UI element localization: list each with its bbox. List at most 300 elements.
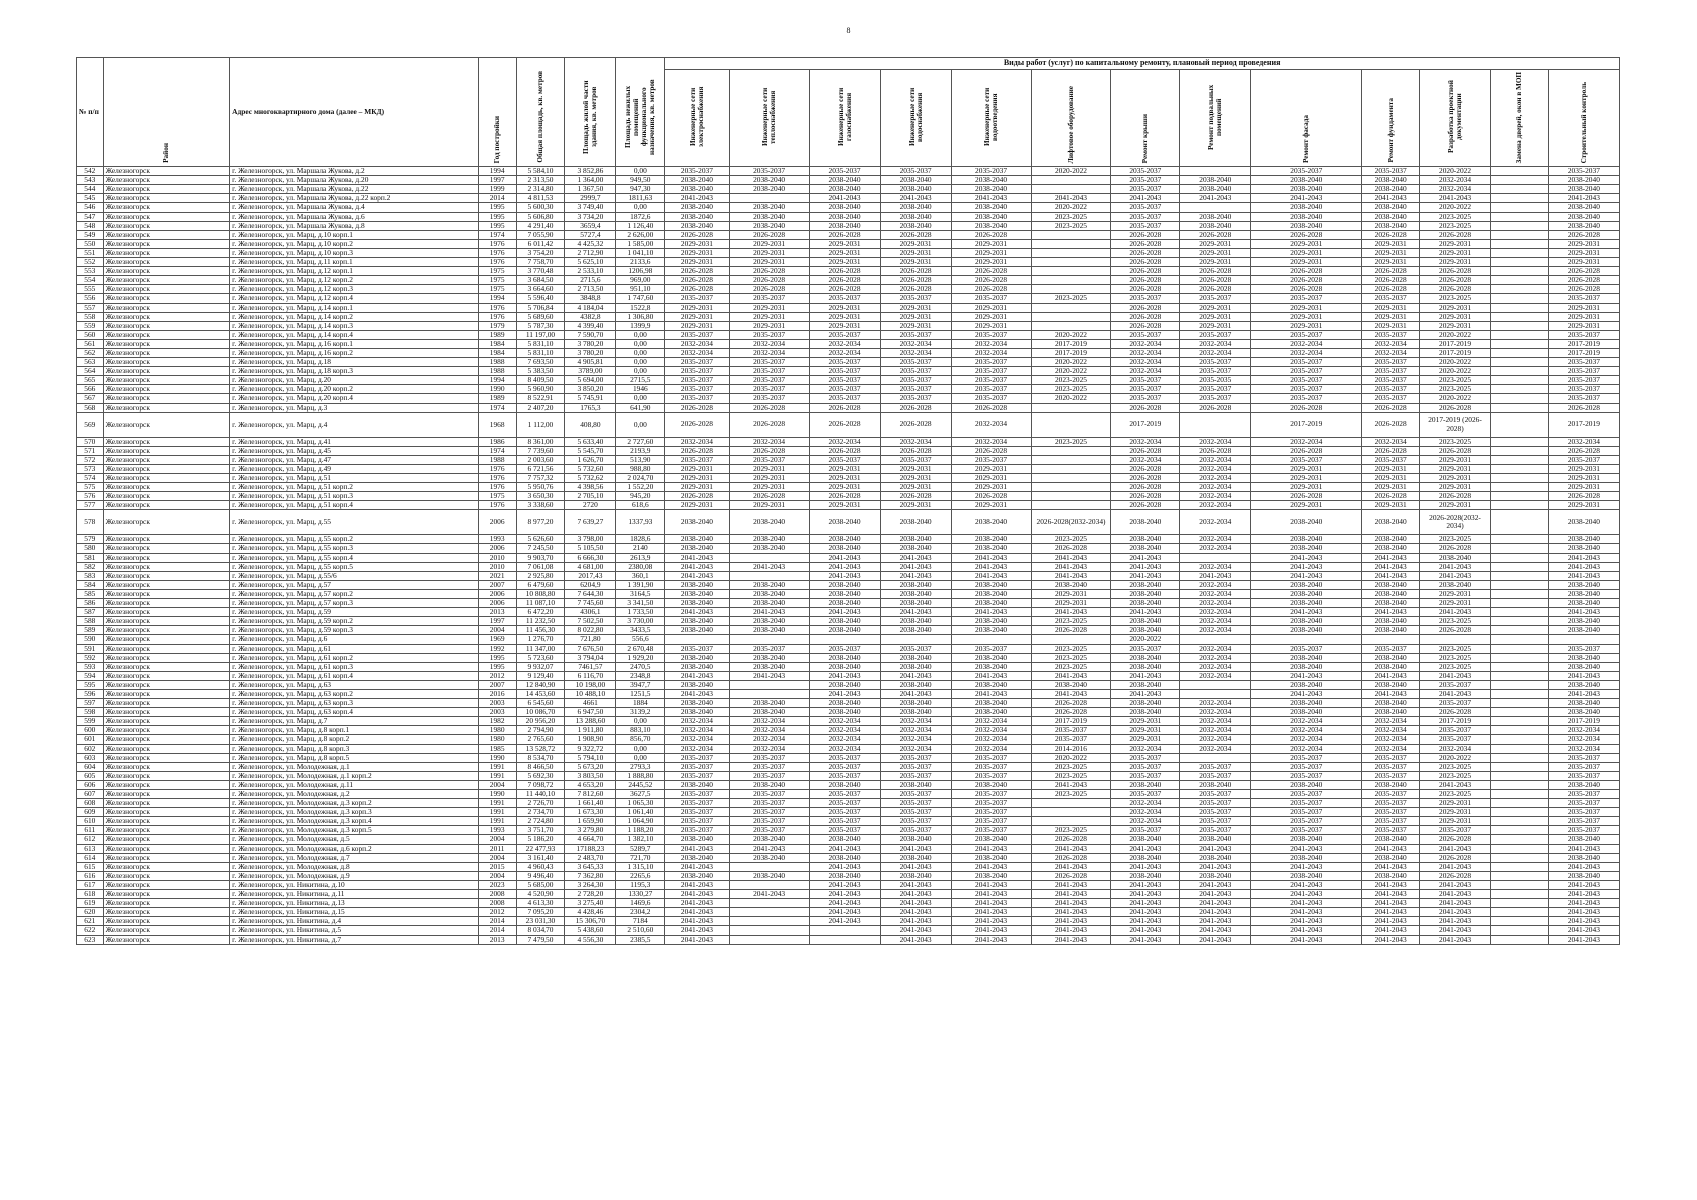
table-cell: 2032-2034 — [1180, 492, 1251, 501]
table-cell: 2041-2043 — [1180, 917, 1251, 926]
table-cell: 2 712,90 — [565, 248, 616, 257]
table-cell: г. Железногорск, ул. Марц, д.12 корп.2 — [230, 276, 479, 285]
table-row — [77, 908, 1620, 917]
table-cell: 2038-2040 — [951, 544, 1031, 553]
table-cell: 2035-2037 — [665, 294, 729, 303]
table-cell: г. Железногорск, ул. Марц, д.63 корп.4 — [230, 708, 479, 717]
table-cell: 2026-2028 — [1362, 267, 1420, 276]
table-cell: 2035-2037 — [1111, 826, 1180, 835]
table-cell: 2020-2022 — [1420, 753, 1491, 762]
table-cell: 2041-2043 — [880, 608, 951, 617]
table-cell: 2023-2025 — [1031, 662, 1111, 671]
table-cell: 2026-2028 — [1251, 276, 1362, 285]
table-cell: 2035-2037 — [1251, 167, 1362, 176]
table-cell: 2035-2037 — [1111, 771, 1180, 780]
table-cell: 622 — [77, 926, 104, 935]
table-cell: 2035-2037 — [809, 799, 880, 808]
table-cell: 2026-2028 — [1362, 412, 1420, 437]
table-cell: Железногорск — [103, 799, 230, 808]
table-cell: 5 950,76 — [516, 483, 565, 492]
table-cell: 2029-2031 — [1111, 735, 1180, 744]
table-cell: 2032-2034 — [809, 339, 880, 348]
table-cell: 2041-2043 — [1031, 917, 1111, 926]
table-cell: 2035-2037 — [951, 367, 1031, 376]
table-cell: 2026-2028 — [1111, 267, 1180, 276]
table-cell: 2038-2040 — [729, 589, 809, 598]
table-cell: 2041-2043 — [1251, 562, 1362, 571]
table-cell: 2035-2037 — [729, 644, 809, 653]
table-cell: 2038-2040 — [809, 680, 880, 689]
table-cell: 3 794,04 — [565, 653, 616, 662]
table-cell — [1491, 276, 1549, 285]
table-cell: 9 322,72 — [565, 744, 616, 753]
table-cell: 2035-2037 — [1362, 790, 1420, 799]
table-cell: 1 188,20 — [616, 826, 665, 835]
table-cell: 1976 — [478, 464, 516, 473]
table-cell: 2041-2043 — [665, 553, 729, 562]
table-cell: 4 905,81 — [565, 358, 616, 367]
table-cell: Железногорск — [103, 258, 230, 267]
table-cell: 2035-2037 — [1548, 376, 1619, 385]
table-cell: 2038-2040 — [1251, 221, 1362, 230]
table-row — [77, 571, 1620, 580]
table-cell: 2035-2037 — [951, 358, 1031, 367]
table-cell: 3 749,40 — [565, 203, 616, 212]
table-cell: 2013 — [478, 608, 516, 617]
table-cell: 2038-2040 — [1548, 203, 1619, 212]
table-cell: 1 126,40 — [616, 221, 665, 230]
table-cell — [1491, 312, 1549, 321]
table-cell: 2026-2028 — [951, 276, 1031, 285]
table-cell: г. Железногорск, ул. Марц, д.8 корп.5 — [230, 753, 479, 762]
col-area-nonres: Площадь нежилых помещений функционального назначения, кв. метров — [616, 58, 665, 167]
table-cell: 2035-2037 — [665, 771, 729, 780]
table-cell: 2038-2040 — [809, 626, 880, 635]
table-cell: 2041-2043 — [1362, 194, 1420, 203]
table-cell: 2038-2040 — [951, 221, 1031, 230]
table-cell: 2035-2037 — [1251, 762, 1362, 771]
table-cell: 3 780,20 — [565, 339, 616, 348]
table-cell: 2035-2037 — [1111, 294, 1180, 303]
table-cell: 2035-2037 — [1111, 394, 1180, 403]
table-cell: 1975 — [478, 492, 516, 501]
table-cell: 7 693,50 — [516, 358, 565, 367]
table-cell: 2038-2040 — [665, 699, 729, 708]
table-cell: 5 831,10 — [516, 348, 565, 357]
table-cell: 2029-2031 — [1548, 258, 1619, 267]
table-cell: 2041-2043 — [1111, 844, 1180, 853]
table-cell: 2026-2028 — [1362, 403, 1420, 412]
table-cell: 2038-2040 — [1111, 535, 1180, 544]
table-cell: 2041-2043 — [665, 880, 729, 889]
table-cell: 2348,8 — [616, 671, 665, 680]
table-row — [77, 744, 1620, 753]
table-cell: 2032-2034 — [1111, 799, 1180, 808]
table-cell: 2038-2040 — [809, 708, 880, 717]
table-cell: 2026-2028 — [665, 276, 729, 285]
table-cell: 2038-2040 — [809, 871, 880, 880]
table-cell: 2041-2043 — [1111, 562, 1180, 571]
table-cell: 2035-2037 — [729, 817, 809, 826]
table-cell: 10 488,10 — [565, 689, 616, 698]
table-cell: 2035-2037 — [1111, 221, 1180, 230]
table-cell: 1765,3 — [565, 403, 616, 412]
table-cell: 2038-2040 — [951, 176, 1031, 185]
table-cell: 2380,08 — [616, 562, 665, 571]
table-cell: 7 098,72 — [516, 780, 565, 789]
table-cell: 2026-2028 — [1362, 446, 1420, 455]
table-cell: 4 184,04 — [565, 303, 616, 312]
table-cell: 2035-2037 — [809, 826, 880, 835]
table-cell: 3 264,30 — [565, 880, 616, 889]
table-cell: 2026-2028 — [1111, 501, 1180, 510]
table-cell: 2023-2025 — [1420, 385, 1491, 394]
table-cell — [1491, 285, 1549, 294]
table-cell: 2032-2034 — [729, 717, 809, 726]
table-cell — [1491, 753, 1549, 762]
table-cell: 7 061,08 — [516, 562, 565, 571]
table-cell: 2035-2037 — [1251, 358, 1362, 367]
table-cell: 2035-2037 — [880, 330, 951, 339]
table-cell: 2038-2040 — [1548, 510, 1619, 535]
table-cell: 2035-2037 — [951, 808, 1031, 817]
table-cell: 2026-2028 — [1420, 544, 1491, 553]
table-cell — [1031, 285, 1111, 294]
table-cell: 2038-2040 — [729, 835, 809, 844]
table-cell: г. Железногорск, ул. Марц, д.59 корп.3 — [230, 626, 479, 635]
table-cell: 2035-2037 — [1362, 358, 1420, 367]
table-cell: 555 — [77, 285, 104, 294]
table-cell: 2038-2040 — [1362, 185, 1420, 194]
table-cell: 2035-2037 — [951, 294, 1031, 303]
table-cell — [1491, 203, 1549, 212]
table-cell: 1976 — [478, 258, 516, 267]
table-cell: 12 840,90 — [516, 680, 565, 689]
table-cell: 581 — [77, 553, 104, 562]
table-cell: г. Железногорск, ул. Марц, д.14 корп.3 — [230, 321, 479, 330]
table-row — [77, 926, 1620, 935]
table-cell: 2026-2028 — [1548, 267, 1619, 276]
table-cell: 561 — [77, 339, 104, 348]
table-cell: г. Железногорск, ул. Марц, д.55 корп.3 — [230, 544, 479, 553]
table-cell: 2035-2037 — [1362, 826, 1420, 835]
table-cell: 2026-2028(2032-2034) — [1420, 510, 1491, 535]
table-cell: 2035-2037 — [665, 644, 729, 653]
table-cell: 1 315,10 — [616, 862, 665, 871]
table-cell: 2026-2028 — [880, 285, 951, 294]
table-cell: 2035-2037 — [809, 753, 880, 762]
table-cell: 2041-2043 — [1548, 194, 1619, 203]
table-cell: 2035-2037 — [665, 817, 729, 826]
table-cell: Железногорск — [103, 167, 230, 176]
table-cell: 2029-2031 — [951, 321, 1031, 330]
table-cell: 2038-2040 — [880, 626, 951, 635]
table-cell: 2035-2037 — [1180, 762, 1251, 771]
table-cell: 1976 — [478, 239, 516, 248]
table-cell: 2029-2031 — [729, 501, 809, 510]
table-cell: 2041-2043 — [1362, 917, 1420, 926]
table-cell: 2029-2031 — [729, 483, 809, 492]
table-cell: 2032-2034 — [1251, 339, 1362, 348]
table-cell: 7 639,27 — [565, 510, 616, 535]
table-cell: 4 653,20 — [565, 780, 616, 789]
table-cell: 2035-2037 — [1420, 699, 1491, 708]
table-cell: 2038-2040 — [1180, 221, 1251, 230]
table-cell: 2026-2028 — [1111, 239, 1180, 248]
table-cell: 2029-2031 — [1111, 726, 1180, 735]
table-cell: 11 440,10 — [516, 790, 565, 799]
table-cell: 5 689,60 — [516, 312, 565, 321]
table-cell: 2023-2025 — [1031, 762, 1111, 771]
table-cell: 2016 — [478, 689, 516, 698]
table-cell — [1491, 626, 1549, 635]
table-cell: 2041-2043 — [665, 899, 729, 908]
table-cell: 3 770,48 — [516, 267, 565, 276]
table-cell: 4 398,56 — [565, 483, 616, 492]
table-cell: 2035-2037 — [1548, 394, 1619, 403]
table-cell: 2035-2037 — [665, 394, 729, 403]
table-cell — [1491, 653, 1549, 662]
table-cell: 1 659,90 — [565, 817, 616, 826]
table-cell: 2038-2040 — [1362, 535, 1420, 544]
table-cell: г. Железногорск, ул. Молодежная, д.7 — [230, 853, 479, 862]
table-cell — [1491, 267, 1549, 276]
table-cell: 2038-2040 — [1111, 662, 1180, 671]
table-cell: 2038-2040 — [729, 599, 809, 608]
table-cell: 2038-2040 — [665, 599, 729, 608]
table-cell — [729, 553, 809, 562]
col-work-10: Разработка проектной документации — [1420, 70, 1491, 167]
table-cell: 3947,7 — [616, 680, 665, 689]
table-cell: 2029-2031 — [665, 303, 729, 312]
table-cell: г. Железногорск, ул. Марц, д.12 корп.4 — [230, 294, 479, 303]
table-cell: 2041-2043 — [1420, 671, 1491, 680]
table-cell: г. Железногорск, ул. Маршала Жукова, д.6 — [230, 212, 479, 221]
table-cell: 2020-2022 — [1420, 330, 1491, 339]
table-cell: 2038-2040 — [665, 871, 729, 880]
table-cell: 1988 — [478, 358, 516, 367]
table-cell: 4661 — [565, 699, 616, 708]
table-cell: 2032-2034 — [1180, 348, 1251, 357]
table-cell — [1491, 258, 1549, 267]
table-cell: 2035-2037 — [1251, 330, 1362, 339]
table-cell: 2041-2043 — [880, 926, 951, 935]
table-cell: 2032-2034 — [951, 717, 1031, 726]
table-cell: 2041-2043 — [1362, 553, 1420, 562]
table-cell: 571 — [77, 446, 104, 455]
table-cell: 2035-2037 — [1111, 185, 1180, 194]
table-cell — [1180, 167, 1251, 176]
table-cell: 2026-2028 — [951, 230, 1031, 239]
table-cell: 3659,4 — [565, 221, 616, 230]
table-cell: 3 751,70 — [516, 826, 565, 835]
table-cell: 2006 — [478, 589, 516, 598]
table-cell: 2032-2034 — [1180, 535, 1251, 544]
table-cell — [729, 635, 809, 644]
table-cell: 2032-2034 — [1180, 717, 1251, 726]
table-cell: 2038-2040 — [1180, 871, 1251, 880]
table-cell: 2032-2034 — [880, 348, 951, 357]
table-cell: 2041-2043 — [665, 890, 729, 899]
table-cell: 1399,9 — [616, 321, 665, 330]
table-cell: 2029-2031 — [809, 474, 880, 483]
table-cell — [729, 935, 809, 944]
table-cell: 2041-2043 — [809, 908, 880, 917]
table-cell — [1491, 367, 1549, 376]
table-cell: 2026-2028 — [1180, 285, 1251, 294]
table-cell: 4 425,32 — [565, 239, 616, 248]
table-row — [77, 437, 1620, 446]
table-cell: 2041-2043 — [1362, 562, 1420, 571]
table-cell: 2038-2040 — [665, 680, 729, 689]
table-cell: 1828,6 — [616, 535, 665, 544]
table-cell: 2032-2034 — [1548, 735, 1619, 744]
table-cell: 2029-2031 — [665, 321, 729, 330]
table-cell: 2041-2043 — [1031, 671, 1111, 680]
table-cell: 2032-2034 — [1180, 608, 1251, 617]
table-cell: 2041-2043 — [1111, 671, 1180, 680]
table-cell: 2038-2040 — [729, 185, 809, 194]
table-cell: 2038-2040 — [729, 780, 809, 789]
table-cell: 2029-2031 — [951, 312, 1031, 321]
table-cell: 1968 — [478, 412, 516, 437]
table-cell: 2032-2034 — [1362, 735, 1420, 744]
table-cell: 2032-2034 — [951, 735, 1031, 744]
table-cell: г. Железногорск, ул. Марц, д.51 — [230, 474, 479, 483]
table-cell: г. Железногорск, ул. Марц, д.45 — [230, 446, 479, 455]
table-cell: 2017-2019 — [1420, 717, 1491, 726]
table-cell: 1872,6 — [616, 212, 665, 221]
table-cell: 2032-2034 — [1111, 348, 1180, 357]
table-cell: 2035-2037 — [1420, 735, 1491, 744]
table-cell: 11 456,30 — [516, 626, 565, 635]
table-cell: 1986 — [478, 437, 516, 446]
table-cell: 2029-2031 — [809, 239, 880, 248]
table-cell: 2041-2043 — [951, 880, 1031, 889]
works-group-header: Виды работ (услуг) по капитальному ремонту, плановый период проведения — [665, 58, 1620, 70]
table-row — [77, 580, 1620, 589]
table-cell: 2035-2037 — [1251, 385, 1362, 394]
table-cell: 2 314,80 — [516, 185, 565, 194]
table-cell — [1031, 817, 1111, 826]
table-cell: г. Железногорск, ул. Маршала Жукова, д.22 — [230, 185, 479, 194]
table-row — [77, 899, 1620, 908]
table-cell: 2035-2037 — [1362, 376, 1420, 385]
table-cell: 947,30 — [616, 185, 665, 194]
table-cell: 2029-2031 — [1420, 474, 1491, 483]
table-cell: 2032-2034 — [809, 735, 880, 744]
table-cell: г. Железногорск, ул. Марц, д.55 корп.2 — [230, 535, 479, 544]
table-cell: 2020-2022 — [1420, 203, 1491, 212]
table-cell: г. Железногорск, ул. Марц, д.16 корп.1 — [230, 339, 479, 348]
table-cell: 2038-2040 — [1111, 589, 1180, 598]
table-cell: 2035-2037 — [1548, 790, 1619, 799]
table-cell — [1491, 194, 1549, 203]
table-cell: 2029-2031 — [1362, 321, 1420, 330]
table-cell: 1984 — [478, 339, 516, 348]
table-cell: 2029-2031 — [1420, 248, 1491, 257]
table-cell: 2029-2031 — [1420, 312, 1491, 321]
table-cell: Железногорск — [103, 608, 230, 617]
table-cell: 2038-2040 — [1251, 626, 1362, 635]
table-cell: 1337,93 — [616, 510, 665, 535]
table-cell: 2038-2040 — [729, 662, 809, 671]
table-cell: 2017-2019 — [1420, 348, 1491, 357]
table-cell: 2038-2040 — [809, 221, 880, 230]
table-cell: 2038-2040 — [1362, 835, 1420, 844]
table-cell: 2026-2028 — [665, 492, 729, 501]
table-cell: 2026-2028 — [665, 267, 729, 276]
table-cell: 1 041,10 — [616, 248, 665, 257]
table-cell: Железногорск — [103, 321, 230, 330]
table-cell: 2038-2040 — [809, 780, 880, 789]
table-cell: 2032-2034 — [729, 437, 809, 446]
table-cell: 1988 — [478, 455, 516, 464]
table-cell: 2035-2037 — [809, 330, 880, 339]
table-cell: 10 086,70 — [516, 708, 565, 717]
table-cell: 2041-2043 — [1111, 926, 1180, 935]
table-cell: 2035-2037 — [1111, 330, 1180, 339]
table-cell: 2041-2043 — [951, 553, 1031, 562]
table-cell: 2023-2025 — [1420, 762, 1491, 771]
table-cell: 2041-2043 — [951, 926, 1031, 935]
col-year: Год постройки — [478, 58, 516, 167]
table-cell: 2038-2040 — [1362, 544, 1420, 553]
table-cell — [1491, 908, 1549, 917]
table-cell: 2041-2043 — [1548, 935, 1619, 944]
table-cell: 2041-2043 — [1548, 844, 1619, 853]
table-row — [77, 464, 1620, 473]
table-cell: 2032-2034 — [1180, 735, 1251, 744]
table-row — [77, 446, 1620, 455]
table-cell: 2026-2028 — [1111, 248, 1180, 257]
table-cell: 2026-2028 — [951, 403, 1031, 412]
table-cell: 2032-2034 — [1180, 339, 1251, 348]
table-cell: 4 428,46 — [565, 908, 616, 917]
table-cell: 2038-2040 — [809, 212, 880, 221]
table-cell: 4 681,00 — [565, 562, 616, 571]
table-cell: 2041-2043 — [1251, 553, 1362, 562]
table-cell: 5 186,20 — [516, 835, 565, 844]
table-cell: 1330,27 — [616, 890, 665, 899]
table-cell: 2032-2034 — [809, 744, 880, 753]
table-cell: 2035-2037 — [1111, 212, 1180, 221]
table-cell: 11 232,50 — [516, 617, 565, 626]
table-cell: Железногорск — [103, 348, 230, 357]
table-cell: 5 633,40 — [565, 437, 616, 446]
table-cell: 2032-2034 — [1180, 644, 1251, 653]
table-cell: 2032-2034 — [1180, 483, 1251, 492]
table-cell: Железногорск — [103, 553, 230, 562]
table-cell: 611 — [77, 826, 104, 835]
table-cell: 2 713,50 — [565, 285, 616, 294]
table-row — [77, 780, 1620, 789]
table-cell: 2041-2043 — [1031, 562, 1111, 571]
table-cell: 2029-2031 — [665, 312, 729, 321]
table-cell: 2026-2028 — [1420, 708, 1491, 717]
table-cell: 2038-2040 — [665, 212, 729, 221]
table-cell: 2038-2040 — [1251, 617, 1362, 626]
table-cell: 2023-2025 — [1420, 535, 1491, 544]
table-cell: 2038-2040 — [1111, 871, 1180, 880]
table-cell: 2038-2040 — [1111, 653, 1180, 662]
table-cell: 2029-2031 — [1251, 258, 1362, 267]
table-cell — [1491, 571, 1549, 580]
table-cell: Железногорск — [103, 771, 230, 780]
table-cell: 2029-2031 — [729, 321, 809, 330]
table-cell: 2035-2037 — [809, 790, 880, 799]
table-row — [77, 890, 1620, 899]
